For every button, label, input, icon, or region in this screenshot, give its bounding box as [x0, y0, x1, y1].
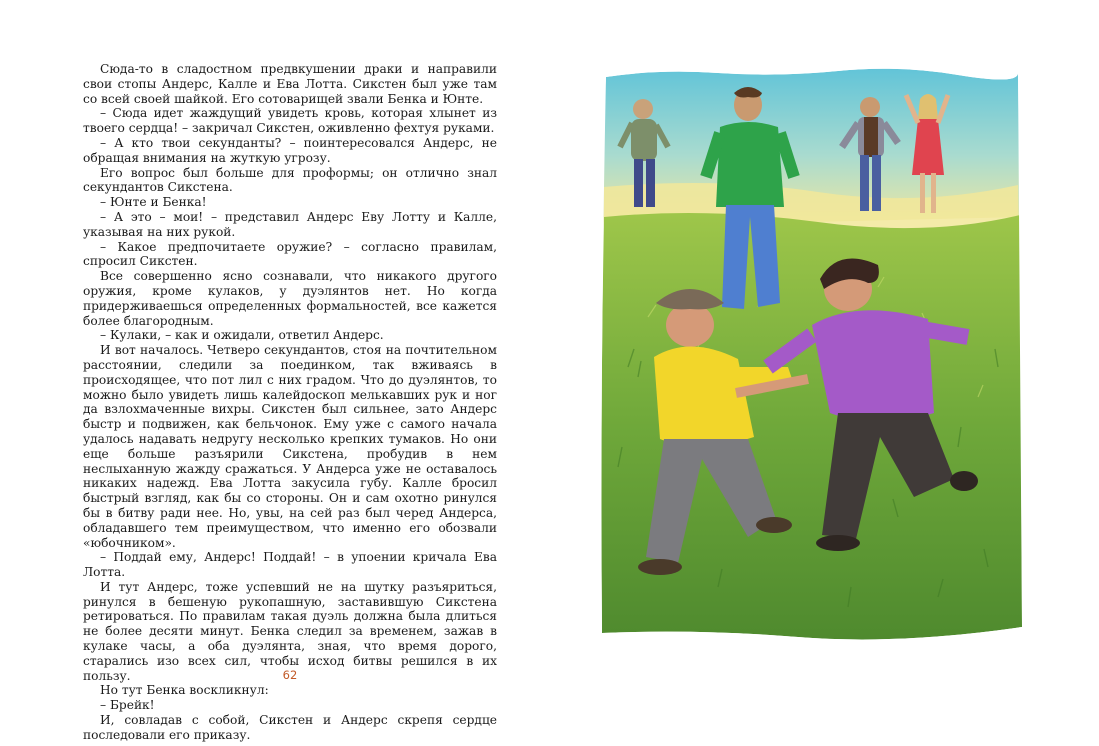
paragraph: Сюда-то в сладостном предвкушении драки и направили свои стопы Андерс, Калле и Ева Лотта. Сикстен был уже там со всей своей шайкой. Его сотоварищей звали Бенка и Юнте. — [83, 62, 497, 106]
paragraph: – А это – мои! – представил Андерс Еву Лотту и Калле, указывая на них рукой. — [83, 209, 497, 239]
paragraph: И тут Андерс, тоже успевший не на шутку разъяриться, ринулся в бешеную рукопашную, заставившую Сикстена ретироваться. По правилам такая дуэль должна была длиться не более десяти минут. Бенка следил за временем, зажав в кулаке часы, а оба дуэлянта, зная, что время дорого, старались изо всех сил, чтобы исход битвы решился в их пользу. — [83, 579, 497, 683]
paragraph: – Какое предпочитаете оружие? – согласно правилам, спросил Сикстен. — [83, 239, 497, 269]
paragraph: – Кулаки, – как и ожидали, ответил Андерс. — [100, 328, 384, 343]
paragraph: – Сюда идет жаждущий увидеть кровь, которая хлынет из твоего сердца! – закричал Сикстен, оживленно фехтуя руками. — [83, 106, 497, 136]
paragraph: – Поддай ему, Андерс! Поддай! – в упоении кричала Ева Лотта. — [83, 550, 497, 580]
paragraph: – Брейк! — [100, 698, 155, 713]
paragraph: – Юнте и Бенка! — [100, 195, 207, 210]
illustration-boys-fighting — [598, 67, 1024, 647]
page-number: 62 — [282, 668, 298, 682]
paragraph: Его вопрос был больше для проформы; он отлично знал секундантов Сикстена. — [83, 165, 497, 195]
body-text — [83, 62, 497, 743]
paragraph: – А кто твои секунданты? – поинтересовался Андерс, не обращая внимания на жуткую угрозу. — [83, 135, 497, 165]
paragraph: Но тут Бенка воскликнул: — [100, 683, 269, 698]
paragraph: Все совершенно ясно сознавали, что никакого другого оружия, кроме кулаков, у дуэлянтов нет. Но когда придерживаешься определенных формальностей, все кажется более благородным. — [83, 269, 497, 328]
paragraph: И вот началось. Четверо секундантов, стоя на почтительном расстоянии, следили за поединком, так вживаясь в происходящее, что пот лил с них градом. Что до дуэлянтов, то можно было увидеть лишь калейдоскоп мелькавших рук и ног да взлохмаченные вихры. Сикстен был сильнее, зато Андерс быстр и подвижен, как бельчонок. Ему уже с самого начала удалось надавать недругу несколько крепких тумаков. Но они еще больше разъярили Сикстена, пробудив в нем неслыханную жажду сражаться. У Андерса уже не оставалось никаких надежд. Ева Лотта закусила губу. Калле бросил быстрый взгляд, как бы со стороны. Он и сам охотно ринулся бы в битву ради нее. Но, увы, на сей раз был черед Андерса, обладавшего тем преимуществом, что именно его обозвали «юбочником». — [83, 343, 497, 550]
painting — [598, 67, 1024, 647]
paragraph: И, совладав с собой, Сикстен и Андерс скрепя сердце последовали его приказу. — [83, 713, 497, 742]
